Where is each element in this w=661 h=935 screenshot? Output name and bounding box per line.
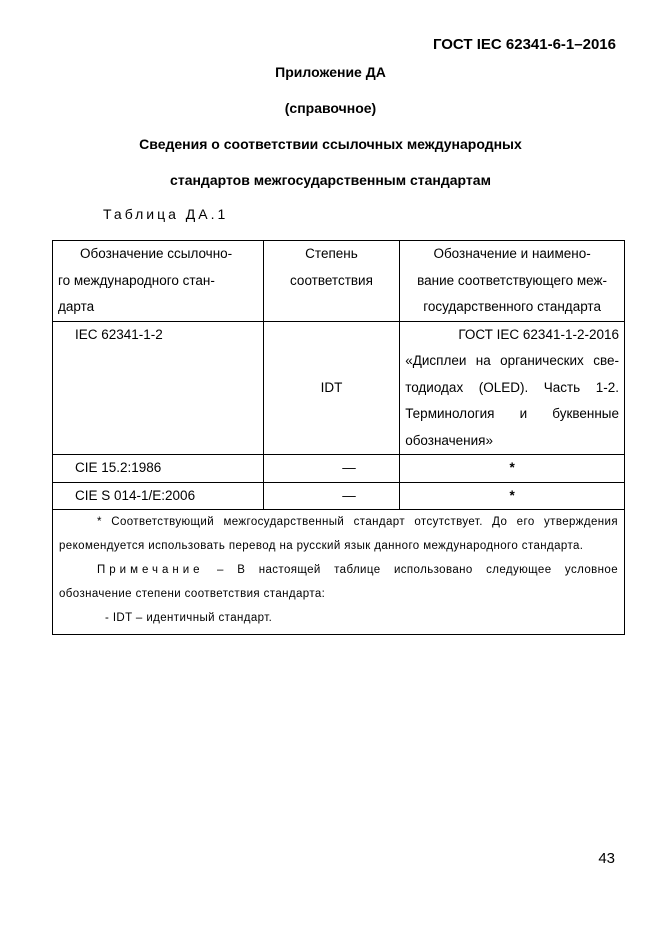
header-col1-line: дарта [58,299,95,314]
heading-line-2: стандартов межгосударственным стандартам [170,172,491,188]
appendix-type: (справочное) [284,100,377,116]
header-col3-line: вание соответствующего меж- [417,272,608,288]
interstate-line: ГОСТ IEC 62341-1-2-2016 [458,326,619,342]
header-col3-line: Обозначение и наимено- [433,246,591,261]
header-col-reference [53,241,264,322]
header-col1-line: го международного стан- [58,272,215,288]
interstate-line: Терминология и буквенные [405,406,619,421]
footnote-cell [53,510,625,635]
ref-standard-cell: IEC 62341-1-2 [53,321,264,455]
interstate-line: «Дисплеи на органических све- [405,353,619,368]
table-row [53,482,625,510]
interstate-line: тодиодах (OLED). Часть 1-2. [405,379,619,395]
appendix-title: Приложение ДА [275,64,386,80]
interstate-standard-cell: * [400,482,625,510]
ref-standard-cell: CIE S 014-1/E:2006 [53,482,264,510]
footnote-text: * Соответствующий межгосударственный стандарт отсутствует. До его утверждения рекомендуется использовать перевод на русский язык данного международного стандарта. [59,516,618,552]
table-row [53,321,625,455]
degree-cell: — [263,482,399,510]
degree-cell: — [263,455,399,483]
header-col-interstate [400,241,625,322]
ref-standard-cell: CIE 15.2:1986 [53,455,264,483]
header-col3-line: государственного стандарта [423,299,601,314]
correspondence-table [52,240,625,635]
page-number: 43 [598,850,615,867]
table-footnote-row [53,510,625,635]
note-text: – В настоящей таблице использовано следующее условное обозначение степени соответствия стандарта: [59,564,618,600]
interstate-standard-cell: * [400,455,625,483]
table-row [53,455,625,483]
header-col2-line: соответствия [290,272,373,288]
note-paragraph [59,558,618,606]
interstate-standard-cell [400,321,625,455]
header-col2-line: Степень [305,246,358,261]
interstate-line: обозначения» [405,432,493,448]
degree-cell: IDT [263,321,399,455]
note-list-item: - IDT – идентичный стандарт. [105,612,273,624]
header-col-degree [263,241,399,322]
heading-line-1: Сведения о соответствии ссылочных международных [139,136,522,152]
document-code: ГОСТ IEC 62341-6-1–2016 [432,36,616,53]
table-header-row [53,241,625,322]
header-col1-line: Обозначение ссылочно- [80,246,233,261]
table-caption: Таблица ДА.1 [103,206,229,222]
note-label: Примечание [97,564,204,576]
